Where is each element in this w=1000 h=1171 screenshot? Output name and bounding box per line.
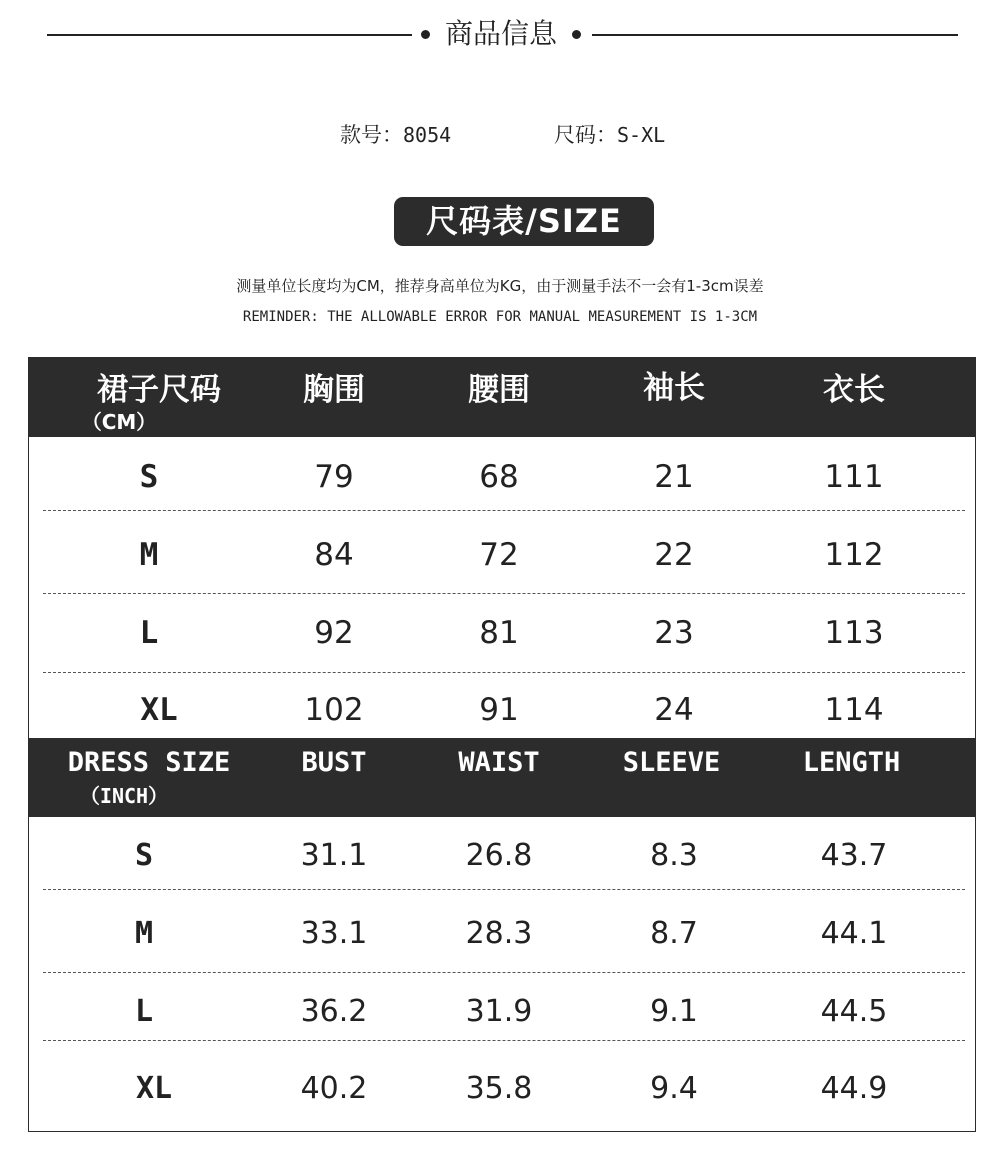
table-header-cm [29,358,975,437]
bust-cell: 33.1 [300,916,368,951]
length-cell: 44.9 [820,1071,888,1106]
sleeve-cell: 8.7 [650,916,698,951]
section-title: 商品信息 [444,17,557,50]
bullet-icon [421,30,430,39]
size-cell: L [134,994,154,1029]
header-divider-right [592,34,958,36]
table-row [29,830,975,882]
size-cell: XL [140,692,178,728]
header-bust: 胸围 [303,372,365,408]
length-cell: 44.1 [820,916,888,951]
size-cell: S [134,838,154,873]
length-cell: 111 [824,459,884,495]
style-number-value: 8054 [403,123,452,147]
bust-cell: 84 [314,537,354,573]
bust-cell: 79 [314,459,354,495]
length-cell: 43.7 [820,838,888,873]
sleeve-cell: 22 [654,537,694,573]
bullet-icon [572,30,581,39]
size-cell: XL [135,1071,173,1106]
bust-cell: 102 [304,692,364,728]
table-row [29,1063,975,1115]
table-row [29,451,975,503]
waist-cell: 81 [479,615,519,651]
header-length: 衣长 [823,372,885,408]
size-range-label: 尺码： [554,123,617,147]
header-length: LENGTH [802,747,901,778]
row-divider [43,510,965,511]
table-header-inch [29,738,975,817]
table-row [29,908,975,960]
length-cell: 112 [824,537,884,573]
waist-cell: 28.3 [465,916,533,951]
table-row [29,529,975,581]
row-divider [43,1040,965,1041]
sleeve-cell: 24 [654,692,694,728]
waist-cell: 72 [479,537,519,573]
waist-cell: 31.9 [465,994,533,1029]
table-row [29,607,975,659]
header-waist: 腰围 [468,372,530,408]
size-cell: L [139,615,159,651]
sleeve-cell: 9.1 [650,994,698,1029]
header-divider-left [47,34,412,36]
bust-cell: 40.2 [300,1071,368,1106]
bust-cell: 92 [314,615,354,651]
header-sleeve: SLEEVE [622,747,721,778]
header-sleeve: 袖长 [643,370,705,406]
style-number [340,118,451,152]
length-cell: 44.5 [820,994,888,1029]
size-cell: M [134,916,154,951]
length-cell: 113 [824,615,884,651]
waist-cell: 35.8 [465,1071,533,1106]
bust-cell: 36.2 [300,994,368,1029]
measurement-note-en: REMINDER: THE ALLOWABLE ERROR FOR MANUAL MEASUREMENT IS 1-3CM [242,309,758,325]
table-row [29,684,975,736]
header-unit: （INCH） [79,784,169,808]
header-unit: （CM） [81,410,157,434]
row-divider [43,593,965,594]
table-row [29,986,975,1038]
waist-cell: 91 [479,692,519,728]
size-table [28,357,976,1132]
measurement-note-cn: 测量单位长度均为CM，推荐身高单位为KG，由于测量手法不一会有1-3cm误差 [236,277,764,295]
size-range-value: S-XL [617,123,666,147]
length-cell: 114 [824,692,884,728]
row-divider [43,672,965,673]
row-divider [43,972,965,973]
waist-cell: 26.8 [465,838,533,873]
sleeve-cell: 21 [654,459,694,495]
header-waist: WAIST [458,747,540,778]
sleeve-cell: 8.3 [650,838,698,873]
header-dress-size: DRESS SIZE [67,747,231,778]
waist-cell: 68 [479,459,519,495]
sleeve-cell: 23 [654,615,694,651]
row-divider [43,889,965,890]
header-bust: BUST [301,747,367,778]
size-chart-badge: 尺码表/SIZE [394,197,654,246]
size-range [554,118,665,152]
style-number-label: 款号： [340,123,403,147]
bust-cell: 31.1 [300,838,368,873]
header-dress-size: 裙子尺码 [97,372,221,408]
sleeve-cell: 9.4 [650,1071,698,1106]
size-cell: S [139,459,159,495]
size-cell: M [139,537,159,573]
